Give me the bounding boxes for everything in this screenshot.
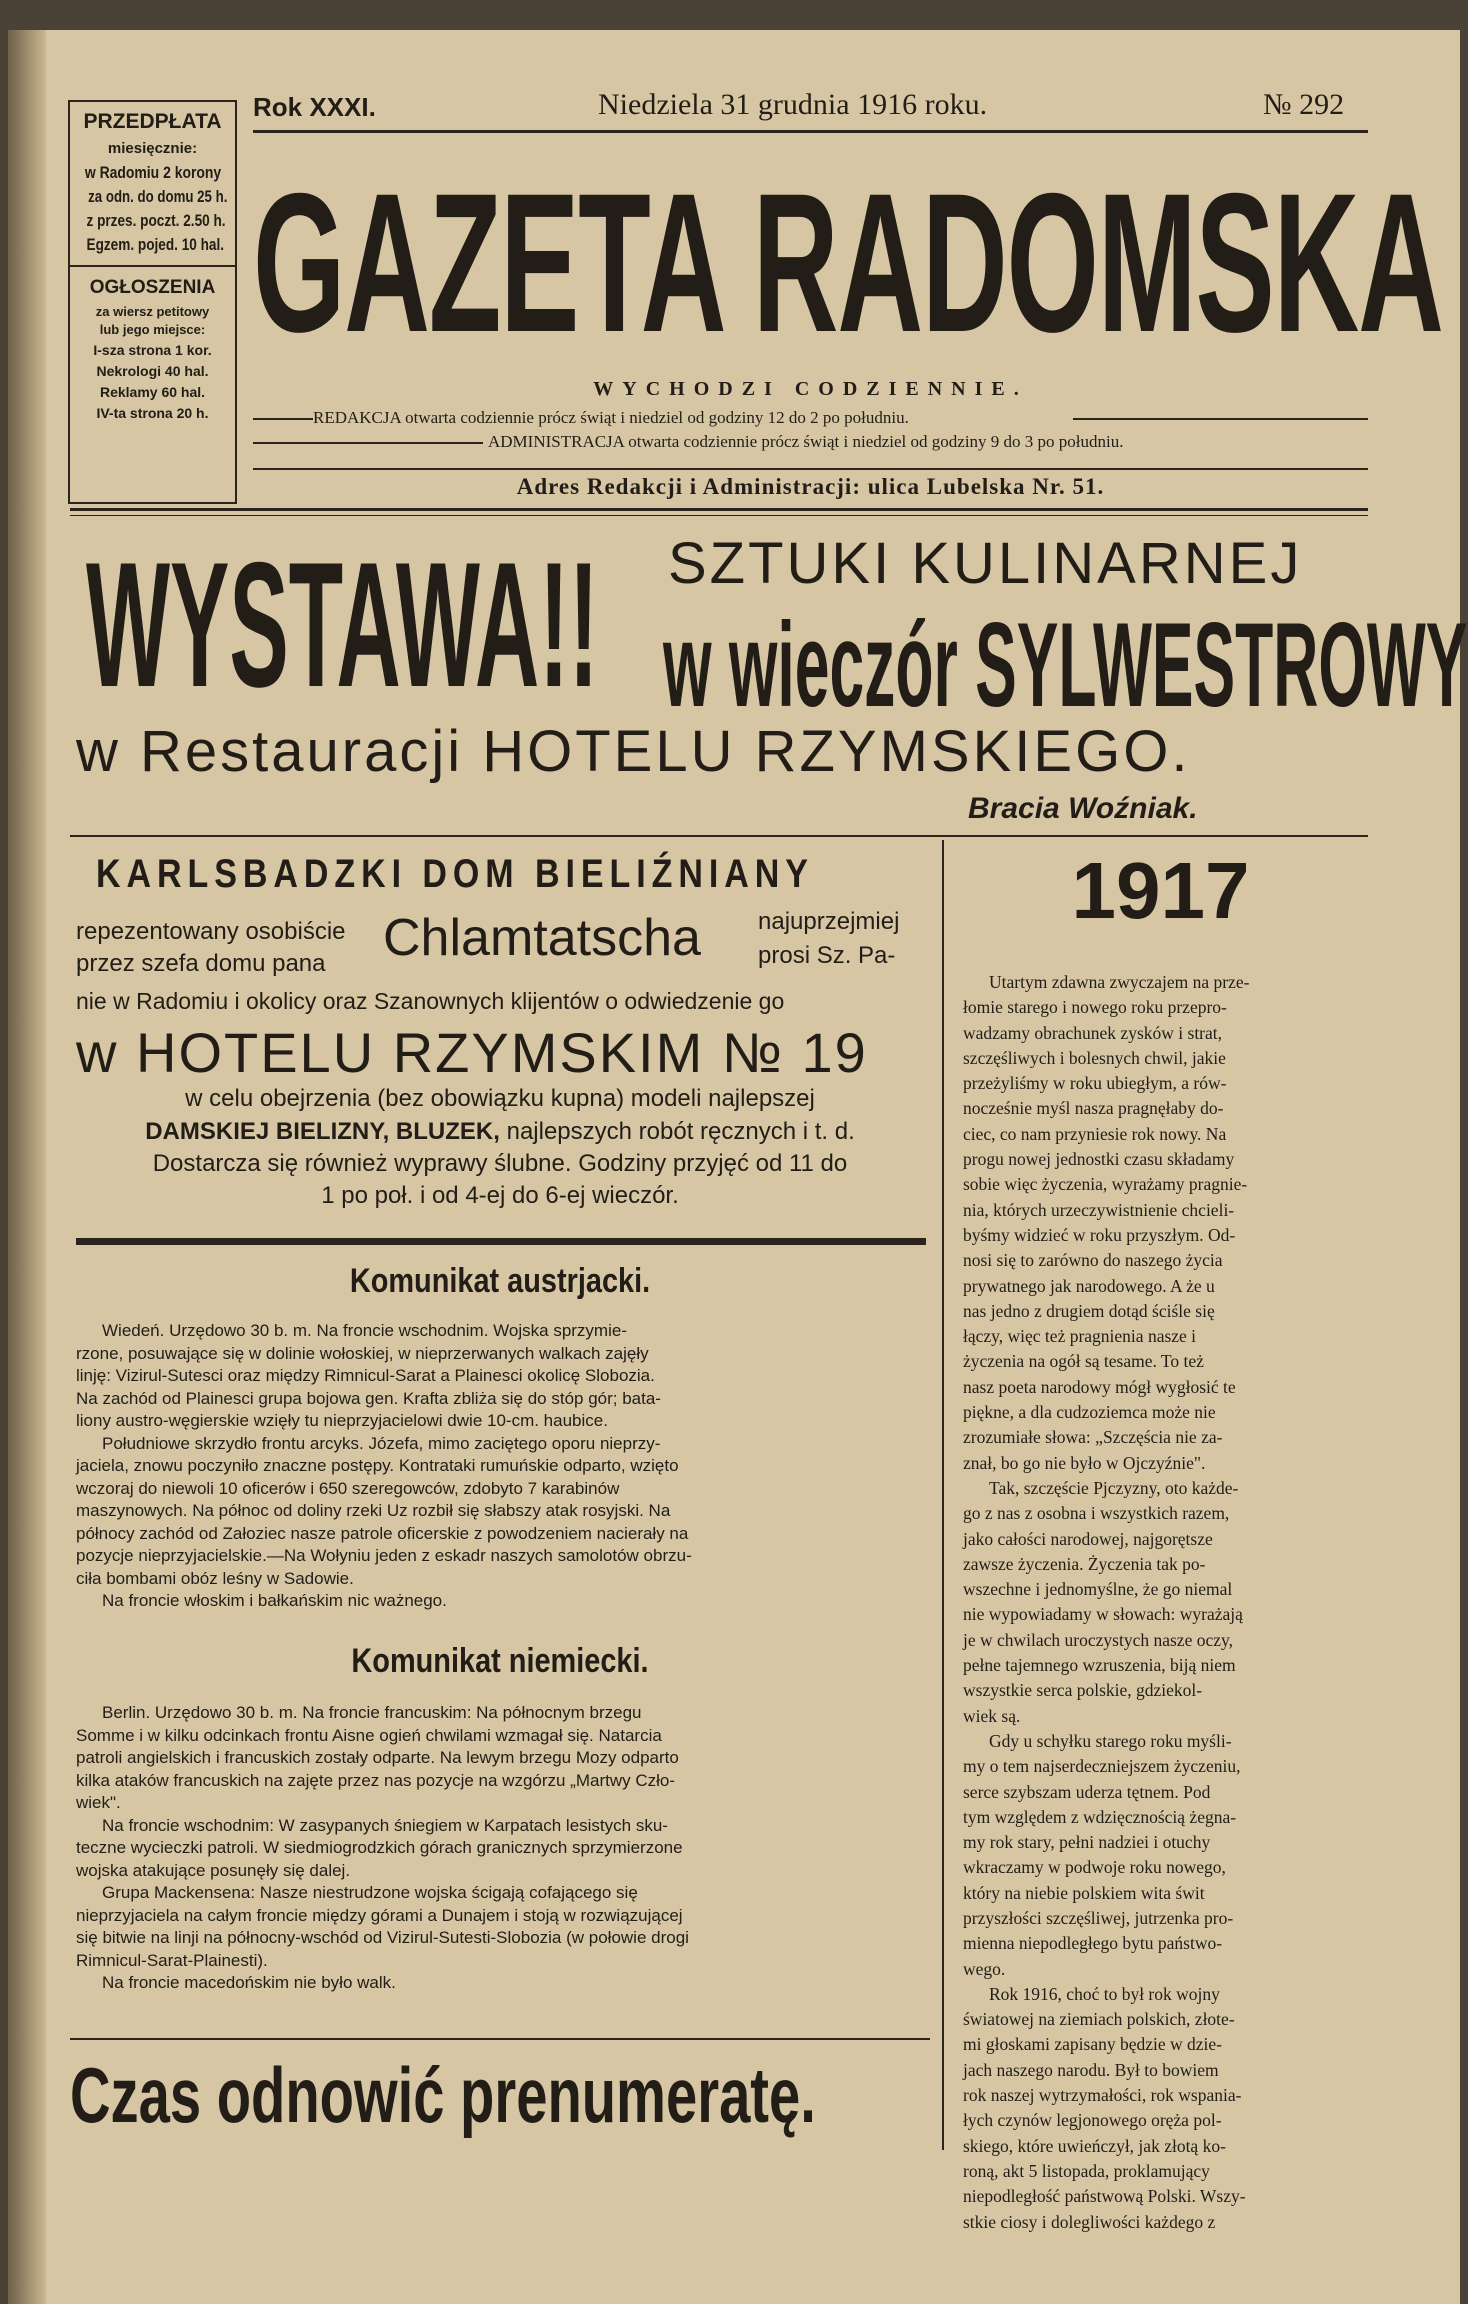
text-line: się bitwie na linji na północny-wschód od Vizirul-Sutesti-Slobozia (w połowie drogi <box>76 1928 689 1947</box>
text-line: Na froncie wschodnim: W zasypanych śniegiem w Karpatach lesistych sku- <box>102 1815 668 1835</box>
text-line: liony austro-węgierskie wzięły tu nieprzyjacielowi dwie 10-cm. haubice. <box>76 1411 608 1430</box>
ad-karlsbad-line6-rest: najlepszych robót ręcznych i t. d. <box>506 1118 855 1145</box>
ads-line: lub jego miejsce: <box>99 322 206 337</box>
text-line: jaciela, znowu poczyniło znaczne postępy. Kontrataki rumuńskie odparto, wzięto <box>76 1456 679 1475</box>
page-binding <box>8 30 46 2304</box>
text-line: nie wypowiadamy w słowach: wyrażają <box>963 1604 1243 1625</box>
masthead-rule <box>253 468 1368 470</box>
ad-karlsbad-name: Chlamtatscha <box>383 909 701 967</box>
text-line: byśmy widzieć w roku przyszłym. Od- <box>963 1224 1236 1245</box>
text-line: tym względem z wdzięcznością żegna- <box>963 1806 1237 1827</box>
issue-date: Niedziela 31 grudnia 1916 roku. <box>598 88 988 121</box>
text-line: serce szybszam uderza tętnem. Pod <box>963 1781 1211 1802</box>
ads-line: Reklamy 60 hal. <box>99 384 206 400</box>
text-line: my rok stary, pełni nadziei i otuchy <box>963 1832 1211 1853</box>
column-1917-title: 1917 <box>1071 846 1250 935</box>
ad-wystawa-big: WYSTAWA!! <box>86 525 599 724</box>
text-line: nas jedno z drugiem dotąd ściśle się <box>963 1300 1215 1321</box>
text-line: progu nowej jednostki czasu składamy <box>963 1149 1235 1170</box>
ad-karlsbad-left2: przez szefa domu pana <box>76 950 326 977</box>
text-line: maszynowych. Na północ od doliny rzeki Uz rozbił się słabszy atak rosyjski. Na <box>76 1501 671 1520</box>
ad-wystawa-line2: w wieczór SYLWESTROWY <box>663 598 1468 732</box>
text-line: który na niebie polskiem wita świt <box>963 1882 1205 1903</box>
ad-wystawa-line1: SZTUKI KULINARNEJ <box>668 531 1303 596</box>
text-line: wego. <box>963 1958 1006 1979</box>
ads-line: Nekrologi 40 hal. <box>96 363 209 379</box>
ad-karlsbad-line8: 1 po poł. i od 4-ej do 6-ej wieczór. <box>321 1182 679 1209</box>
kom-austr-title: Komunikat austrjacki. <box>349 1262 651 1300</box>
section-rule <box>70 508 1368 511</box>
text-line: my o tem najserdeczniejszem życzeniu, <box>963 1756 1241 1777</box>
price-line: za odn. do domu 25 h. <box>88 187 228 206</box>
text-line: wojska atakujące posunęły się dalej. <box>76 1860 351 1880</box>
text-line: prywatnego jak narodowego. A że u <box>963 1275 1215 1296</box>
text-line: nieprzyjaciela na całym froncie między górami a Dunajem i stoją w rozwiązującej <box>76 1905 683 1925</box>
price-heading: PRZEDPŁATA <box>83 110 222 133</box>
price-box <box>68 100 237 504</box>
text-line: zrozumiałe słowa: „Szczęścia nie za- <box>963 1427 1223 1448</box>
ads-line: za wiersz petitowy <box>95 304 210 319</box>
text-line: rzone, posuwające się w dolinie wołoskiej, w nieprzerwanych walkach zajęły <box>76 1343 649 1363</box>
text-line: Utartym zdawna zwyczajem na prze- <box>989 972 1250 992</box>
text-line: Na zachód od Plainesci grupa bojowa gen. Krafta zbliża się do stóp gór; bata- <box>76 1388 661 1408</box>
ad-karlsbad-heading: KARLSBADZKI DOM BIELIŹNIANY <box>96 852 814 896</box>
text-line: patroli angielskich i francuskich zostały odparte. Na lewym brzegu Mozy odparto <box>76 1748 679 1767</box>
ads-heading: OGŁOSZENIA <box>89 277 216 298</box>
text-line: Na froncie macedońskim nie było walk. <box>102 1973 396 1992</box>
text-line: teczne wycieczki patroli. W siedmiogrodzkich górach granicznych sprzymierzone <box>76 1838 683 1857</box>
text-line: piękne, a dla cudzoziemca może nie <box>963 1402 1216 1423</box>
text-line: go z nas z osobna i wszystkich razem, <box>963 1503 1230 1524</box>
ad-karlsbad-right1: najuprzejmiej <box>758 908 900 935</box>
text-line: szczęśliwych i bolesnych chwil, jakie <box>963 1047 1226 1068</box>
text-line: jach naszego narodu. Był to bowiem <box>963 2059 1219 2080</box>
ad-karlsbad-line5: w celu obejrzenia (bez obowiązku kupna) modeli najlepszej <box>185 1085 815 1112</box>
ad-karlsbad-line7: Dostarcza się również wyprawy ślubne. Godziny przyjęć od 11 do <box>152 1150 848 1177</box>
newspaper-page <box>8 30 1468 2304</box>
text-line: wadzamy obrachunek zysków i strat, <box>963 1022 1223 1043</box>
masthead-rule <box>1073 418 1368 420</box>
price-line: Egzem. pojed. 10 hal. <box>86 235 225 254</box>
column-rule <box>942 840 944 2150</box>
text-line: Somme i w kilku odcinkach frontu Aisne ogień chwilami wzmagał się. Natarcia <box>76 1725 662 1745</box>
price-line: miesięcznie: <box>107 140 198 157</box>
text-line: Gdy u schyłku starego roku myśli- <box>989 1730 1232 1751</box>
text-line: je w chwilach uroczystych nasze oczy, <box>963 1629 1233 1650</box>
ad-karlsbad-line6 <box>70 1118 930 1146</box>
text-line: Rimnicul-Sarat-Plainesti). <box>76 1950 268 1970</box>
text-line: zawsze życzenia. Życzenia tak po- <box>963 1553 1206 1574</box>
text-line: nia, których urzeczywistnienie chcieli- <box>963 1199 1235 1220</box>
text-line: niepodległość państwową Polski. Wszy- <box>963 2186 1246 2207</box>
issue-number: № 292 <box>1263 88 1345 121</box>
text-line: łych czynów legjonowego oręża pol- <box>963 2110 1222 2131</box>
text-line: przyszłości szczęśliwej, jutrzenka pro- <box>963 1907 1234 1928</box>
ad-karlsbad-hotel: w HOTELU RZYMSKIM № 19 <box>76 1021 868 1084</box>
text-line: północy zachód od Załoziec nasze patrole oficerskie z powodzeniem nacierały na <box>76 1523 689 1543</box>
masthead-subtitle: WYCHODZI CODZIENNIE. <box>593 378 1028 400</box>
text-line: Południowe skrzydło frontu arcyks. Józefa, mimo zaciętego oporu nieprzy- <box>102 1433 661 1453</box>
text-line: przeżyliśmy w roku ubiegłym, a rów- <box>963 1073 1227 1094</box>
text-line: stkie ciosy i dolegliwości każdego z <box>963 2211 1216 2232</box>
price-line: z przes. poczt. 2.50 h. <box>86 211 226 230</box>
text-line: jako całości narodowej, najgorętsze <box>963 1528 1213 1549</box>
masthead-title: GAZETA RADOMSKA <box>253 152 1443 373</box>
section-rule <box>70 515 1368 516</box>
text-line: życzenia na ogół są tesame. To też <box>963 1351 1204 1372</box>
text-line: łączy, więc też pragnienia nasze i <box>963 1326 1197 1347</box>
text-line: Rok 1916, choć to był rok wojny <box>989 1983 1220 2004</box>
text-line: mienna niepodległego bytu państwo- <box>963 1933 1223 1954</box>
text-line: wiek są. <box>963 1705 1021 1726</box>
text-line: znał, bo go nie było w Ojczyźnie". <box>963 1452 1206 1473</box>
text-line: nasz poeta narodowy mógł wygłosić te <box>963 1376 1236 1397</box>
ad-karlsbad-left1: repezentowany osobiście <box>76 918 346 945</box>
renewal-notice: Czas odnowić prenumeratę. <box>70 2051 816 2139</box>
text-line: mi głoskami zapisany będzie w dzie- <box>963 2034 1223 2055</box>
office-hours-admin: ADMINISTRACJA otwarta codziennie prócz świąt i niedziel od godziny 9 do 3 po południu. <box>488 432 1124 451</box>
text-line: wczoraj do niewoli 10 oficerów i 650 szeregowców, zdobyto 7 karabinów <box>76 1478 620 1498</box>
office-hours-editorial: REDAKCJA otwarta codziennie prócz świąt i niedziel od godziny 12 do 2 po południu. <box>313 408 909 427</box>
ads-line: IV-ta strona 20 h. <box>96 405 209 421</box>
ad-karlsbad-line3: nie w Radomiu i okolicy oraz Szanownych klijentów o odwiedzenie go <box>76 988 785 1014</box>
text-line: pozycje nieprzyjacielskie.—Na Wołyniu jeden z eskadr naszych samolotów obrzu- <box>76 1546 692 1565</box>
text-line: wiek". <box>76 1793 121 1812</box>
text-line: Tak, szczęście Pjczyzny, oto każde- <box>989 1477 1239 1498</box>
text-line: roną, akt 5 listopada, proklamujący <box>963 2160 1210 2181</box>
text-line: wszystkie serca polskie, gdziekol- <box>963 1680 1203 1701</box>
text-line: nosi się to zarówno do naszego życia <box>963 1250 1223 1271</box>
section-rule <box>76 1238 926 1245</box>
text-line: Grupa Mackensena: Nasze niestrudzone wojska ścigają cofającego się <box>102 1883 638 1902</box>
kom-niem-title: Komunikat niemiecki. <box>351 1642 649 1680</box>
text-line: światowej na ziemiach polskich, złote- <box>963 2009 1235 2030</box>
ads-line: I-sza strona 1 kor. <box>93 342 212 358</box>
text-line: Berlin. Urzędowo 30 b. m. Na froncie francuskim: Na północnym brzegu <box>102 1703 642 1722</box>
text-line: sobie więc życzenia, wyrażamy pragnie- <box>963 1174 1248 1195</box>
text-line: linję: Vizirul-Sutesci oraz między Rimnicul-Sarat a Plainesci okolicę Slobozia. <box>76 1366 655 1385</box>
masthead-rule <box>253 130 1368 133</box>
text-line: łomie starego i nowego roku przepro- <box>963 997 1227 1018</box>
column-1917-text <box>963 970 1365 2235</box>
text-line: nocześnie myśl nasza pragnęłaby do- <box>963 1098 1224 1119</box>
text-line: wkraczamy w podwoje roku nowego, <box>963 1857 1226 1878</box>
text-line: Na froncie włoskim i bałkańskim nic ważnego. <box>102 1591 447 1610</box>
text-line: ciec, co nam przyniesie rok nowy. Na <box>963 1123 1227 1144</box>
ad-karlsbad-right2: prosi Sz. Pa- <box>758 942 896 969</box>
text-line: rok naszej wytrzymałości, rok wspania- <box>963 2085 1242 2106</box>
price-line: w Radomiu 2 korony <box>84 163 222 182</box>
text-line: skiego, które uwieńczył, jak złotą ko- <box>963 2135 1226 2156</box>
masthead-rule <box>253 442 483 444</box>
section-rule <box>70 835 1368 837</box>
text-line: Wiedeń. Urzędowo 30 b. m. Na froncie wschodnim. Wojska sprzymie- <box>102 1321 627 1340</box>
kom-niem-text <box>76 1702 924 1995</box>
kom-austr-text <box>76 1320 924 1613</box>
year-label: Rok XXXI. <box>253 92 376 122</box>
text-line: pełne tajemnego wzruszenia, biją niem <box>963 1655 1236 1676</box>
masthead-rule <box>253 418 313 420</box>
text-line: wszechne i jednomyślne, że go niemal <box>963 1579 1233 1600</box>
section-rule <box>70 2038 930 2040</box>
text-line: kilka ataków francuskich na zajęte przez nas pozycje na wzgórzu „Martwy Czło- <box>76 1770 676 1790</box>
ad-karlsbad-line6-bold: DAMSKIEJ BIELIZNY, BLUZEK, <box>145 1118 500 1145</box>
ad-wystawa-line3: w Restauracji HOTELU RZYMSKIEGO. <box>76 719 1191 784</box>
address-line: Adres Redakcji i Administracji: ulica Lubelska Nr. 51. <box>516 474 1105 499</box>
text-line: ciła bombami obóz leśny w Sadowie. <box>76 1568 354 1588</box>
ad-wystawa-signature: Bracia Woźniak. <box>968 792 1198 825</box>
